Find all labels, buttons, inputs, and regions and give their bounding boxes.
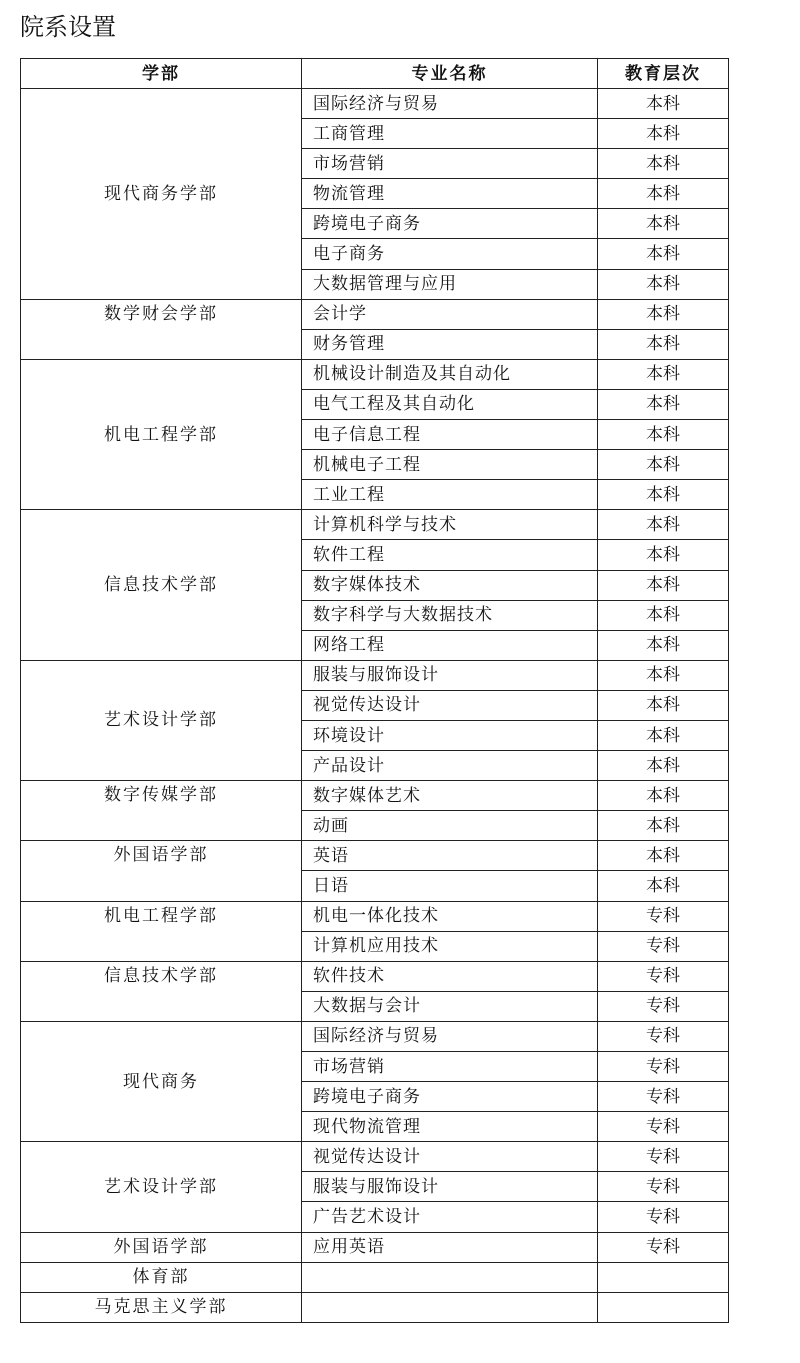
major-name: 英语 <box>302 841 598 871</box>
education-level: 专科 <box>598 961 729 991</box>
education-level: 专科 <box>598 1172 729 1202</box>
major-name: 现代物流管理 <box>302 1112 598 1142</box>
education-level: 本科 <box>598 239 729 269</box>
major-name: 产品设计 <box>302 751 598 781</box>
major-name: 大数据管理与应用 <box>302 269 598 299</box>
major-name: 应用英语 <box>302 1232 598 1262</box>
education-level: 本科 <box>598 660 729 690</box>
education-level: 本科 <box>598 781 729 811</box>
education-level: 专科 <box>598 1082 729 1112</box>
major-name: 市场营销 <box>302 1052 598 1082</box>
school-cell <box>21 299 302 359</box>
school-name: 机电工程学部 <box>104 905 218 926</box>
major-name: 会计学 <box>302 299 598 329</box>
education-level: 本科 <box>598 841 729 871</box>
education-level: 本科 <box>598 690 729 720</box>
school-name: 现代商务学部 <box>104 183 218 204</box>
table-header-row <box>21 59 729 89</box>
education-level: 专科 <box>598 1021 729 1051</box>
school-cell <box>21 1232 302 1262</box>
education-level: 专科 <box>598 1142 729 1172</box>
major-name: 机电一体化技术 <box>302 901 598 931</box>
header-level <box>598 59 729 89</box>
major-name: 软件技术 <box>302 961 598 991</box>
table-row <box>21 781 729 811</box>
header-school <box>21 59 302 89</box>
school-name: 数学财会学部 <box>104 303 218 324</box>
school-cell <box>21 660 302 780</box>
education-level: 本科 <box>598 209 729 239</box>
education-level <box>598 1292 729 1322</box>
header-major-label: 专业名称 <box>411 63 488 84</box>
major-name: 视觉传达设计 <box>302 690 598 720</box>
major-name: 电子信息工程 <box>302 420 598 450</box>
major-name: 市场营销 <box>302 149 598 179</box>
education-level: 专科 <box>598 1232 729 1262</box>
major-name: 电子商务 <box>302 239 598 269</box>
school-name: 艺术设计学部 <box>104 1176 218 1197</box>
school-cell <box>21 1021 302 1141</box>
table-row <box>21 841 729 871</box>
school-name: 外国语学部 <box>113 845 209 866</box>
major-name: 动画 <box>302 811 598 841</box>
education-level: 本科 <box>598 299 729 329</box>
table-row <box>21 510 729 540</box>
education-level <box>598 1262 729 1292</box>
major-name: 大数据与会计 <box>302 991 598 1021</box>
school-name: 艺术设计学部 <box>104 710 218 731</box>
education-level: 本科 <box>598 389 729 419</box>
education-level: 专科 <box>598 931 729 961</box>
education-level: 本科 <box>598 630 729 660</box>
major-name: 机械电子工程 <box>302 450 598 480</box>
major-name: 数字媒体技术 <box>302 570 598 600</box>
table-row <box>21 901 729 931</box>
school-cell <box>21 1142 302 1232</box>
major-name <box>302 1292 598 1322</box>
major-name: 数字科学与大数据技术 <box>302 600 598 630</box>
header-level-label: 教育层次 <box>625 63 701 84</box>
department-table <box>20 58 729 1323</box>
education-level: 本科 <box>598 720 729 750</box>
education-level: 本科 <box>598 751 729 781</box>
table-row <box>21 299 729 329</box>
school-cell <box>21 510 302 660</box>
school-name: 体育部 <box>132 1267 190 1288</box>
table-row <box>21 359 729 389</box>
education-level: 本科 <box>598 89 729 119</box>
education-level: 本科 <box>598 871 729 901</box>
table-row <box>21 1021 729 1051</box>
table-row <box>21 1292 729 1322</box>
major-name: 软件工程 <box>302 540 598 570</box>
table-row <box>21 1232 729 1262</box>
table-row <box>21 1262 729 1292</box>
major-name: 服装与服饰设计 <box>302 1172 598 1202</box>
major-name: 计算机科学与技术 <box>302 510 598 540</box>
education-level: 专科 <box>598 901 729 931</box>
education-level: 本科 <box>598 600 729 630</box>
education-level: 专科 <box>598 1052 729 1082</box>
school-name: 机电工程学部 <box>104 424 218 445</box>
major-name: 跨境电子商务 <box>302 1082 598 1112</box>
school-cell <box>21 89 302 300</box>
major-name: 国际经济与贸易 <box>302 89 598 119</box>
major-name: 服装与服饰设计 <box>302 660 598 690</box>
school-cell <box>21 901 302 961</box>
major-name: 工商管理 <box>302 119 598 149</box>
page-title: 院系设置 <box>20 13 116 41</box>
education-level: 本科 <box>598 570 729 600</box>
school-cell <box>21 781 302 841</box>
school-cell <box>21 1292 302 1322</box>
major-name: 视觉传达设计 <box>302 1142 598 1172</box>
major-name: 计算机应用技术 <box>302 931 598 961</box>
school-cell <box>21 841 302 901</box>
education-level: 本科 <box>598 149 729 179</box>
major-name: 国际经济与贸易 <box>302 1021 598 1051</box>
major-name: 财务管理 <box>302 329 598 359</box>
education-level: 本科 <box>598 119 729 149</box>
education-level: 本科 <box>598 510 729 540</box>
education-level: 本科 <box>598 540 729 570</box>
education-level: 本科 <box>598 480 729 510</box>
education-level: 本科 <box>598 179 729 209</box>
header-school-label: 学部 <box>142 63 180 84</box>
table-row <box>21 660 729 690</box>
major-name: 物流管理 <box>302 179 598 209</box>
education-level: 专科 <box>598 1202 729 1232</box>
major-name: 跨境电子商务 <box>302 209 598 239</box>
education-level: 本科 <box>598 450 729 480</box>
education-level: 本科 <box>598 329 729 359</box>
header-major <box>302 59 598 89</box>
major-name: 数字媒体艺术 <box>302 781 598 811</box>
major-name <box>302 1262 598 1292</box>
education-level: 本科 <box>598 269 729 299</box>
education-level: 本科 <box>598 359 729 389</box>
education-level: 本科 <box>598 811 729 841</box>
school-name: 信息技术学部 <box>104 575 218 596</box>
major-name: 电气工程及其自动化 <box>302 389 598 419</box>
major-name: 机械设计制造及其自动化 <box>302 359 598 389</box>
table-row <box>21 961 729 991</box>
major-name: 广告艺术设计 <box>302 1202 598 1232</box>
education-level: 本科 <box>598 420 729 450</box>
table-body <box>21 89 729 1323</box>
school-cell <box>21 961 302 1021</box>
major-name: 工业工程 <box>302 480 598 510</box>
education-level: 专科 <box>598 1112 729 1142</box>
education-level: 专科 <box>598 991 729 1021</box>
school-name: 外国语学部 <box>113 1237 209 1258</box>
school-cell <box>21 1262 302 1292</box>
school-name: 现代商务 <box>123 1071 199 1092</box>
school-name: 数字传媒学部 <box>104 785 218 806</box>
table-row <box>21 1142 729 1172</box>
table-row <box>21 89 729 119</box>
major-name: 日语 <box>302 871 598 901</box>
major-name: 环境设计 <box>302 720 598 750</box>
school-name: 信息技术学部 <box>104 965 218 986</box>
major-name: 网络工程 <box>302 630 598 660</box>
school-name: 马克思主义学部 <box>94 1297 228 1318</box>
school-cell <box>21 359 302 509</box>
